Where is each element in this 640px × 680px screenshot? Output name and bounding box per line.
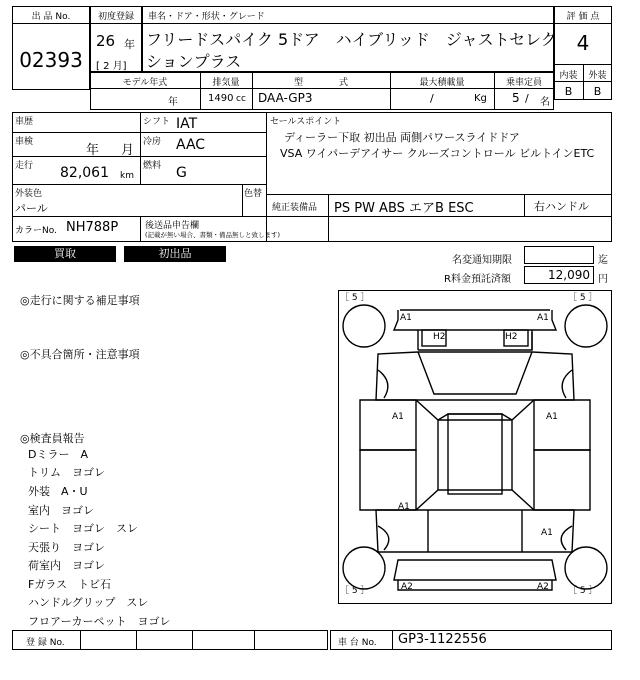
report-item: 天張り ヨゴレ [28,541,105,554]
color-number-label: カラーNo. [15,226,57,236]
damage-side-left-lower: A1 [398,502,410,512]
shift-label: シフト [143,117,171,127]
year-unit: 年 [124,38,135,51]
damage-rear-left: A2 [401,582,413,592]
exterior-grade: B [593,85,602,98]
capacity-unit: 名 [540,97,550,108]
damage-hood-right: H2 [505,332,518,342]
inspection-month-unit: 月 [121,143,135,158]
capacity-separator: / [525,92,529,105]
diagram-bracket-tl: ［ 5 ］ [340,293,370,303]
name-change-suffix: 迄 [598,255,608,266]
capacity-label: 乗車定員 [505,78,542,88]
front-left-tire [343,305,385,347]
sales-point-line2: VSA ワイパーデアイサー クルーズコントロール ビルトインETC [280,147,595,160]
exterior-label: 外装 [588,71,607,81]
color-change-label: 色替 [244,189,263,199]
mileage: 82,061 [60,165,109,181]
history-label: 車歴 [15,117,34,127]
displacement: 1490 [208,93,234,104]
ac-label: 冷房 [143,137,162,147]
model-year-label: モデル年式 [122,78,168,88]
recycle-fee-label: R料金預託済額 [444,274,511,285]
chassis-number: GP3-1122556 [398,632,487,647]
vehicle-name-line1: フリードスパイク 5ドア ハイブリッド ジャストセレク [146,30,557,49]
recycle-fee-suffix: 円 [598,274,608,285]
post-delivery-label: 後送品申告欄 [145,221,200,231]
fuel-label: 燃料 [143,161,162,171]
damage-front-left: A1 [400,313,412,323]
type-label: 型 式 [293,78,348,88]
damage-side-right-upper: A1 [546,412,558,422]
report-item: 外装 A・U [28,485,88,498]
inspection-year-unit: 年 [86,143,100,158]
first-registration-month: [ 2 月] [96,61,127,72]
body-color: パール [15,202,48,215]
name-change-label: 名変通知期限 [452,255,512,266]
max-load-unit: Kg [474,93,487,104]
report-item: 荷室内 ヨゴレ [28,559,105,572]
lot-number-label: 出 品 No. [31,12,71,22]
defects-heading: ◎不具合箇所・注意事項 [20,348,140,361]
first-registration-year: 26 [96,32,116,50]
report-item: ハンドルグリップ スレ [28,596,149,609]
diagram-bracket-bl: ［ 5 ］ [340,586,370,596]
damage-hood-left: H2 [433,332,446,342]
report-item: トリム ヨゴレ [28,466,105,479]
model-type: DAA-GP3 [258,91,313,105]
sales-point-line1: ディーラー下取 初出品 両側パワースライドドア [284,131,520,144]
front-right-tire [565,305,607,347]
damage-side-left-upper: A1 [392,412,404,422]
mileage-label: 走行 [15,161,34,171]
max-load-label: 最大積載量 [419,78,465,88]
shift: IAT [176,116,198,132]
max-load: / [430,92,434,105]
sales-point-label: セールスポイント [270,117,342,127]
name-change-value [524,246,594,264]
report-item: シート ヨゴレ スレ [28,522,138,535]
damage-rear-right: A2 [537,582,549,592]
report-item: Fガラス トビ石 [28,578,111,591]
displacement-unit: cc [236,94,246,104]
color-label: 外装色 [15,189,43,199]
interior-label: 内装 [559,71,578,81]
recycle-fee: 12,090 [548,268,590,282]
capacity: 5 [512,91,520,105]
color-number: NH788P [66,220,119,235]
equipment-label: 純正装備品 [272,203,318,213]
diagram-bracket-tr: ［ 5 ］ [568,293,598,303]
report-item: 室内 ヨゴレ [28,504,94,517]
diagram-bracket-br: ［ 5 ］ [568,586,598,596]
report-item: フロアーカーペット ヨゴレ [28,615,171,628]
vehicle-name-label: 車名・ドア・形状・グレード [148,12,265,22]
model-year-unit: 年 [168,97,178,108]
air-conditioning: AAC [176,137,206,153]
vehicle-diagram [338,290,612,604]
displacement-label: 排気量 [212,78,240,88]
damage-side-right-lower: A1 [541,528,553,538]
vehicle-name-line2: ションプラス [146,52,242,71]
first-registration-label: 初度登録 [97,12,134,22]
chassis-number-label: 車 台 No. [338,638,377,648]
first-listing-bar: 初出品 [124,246,226,262]
equipment: PS PW ABS エアB ESC [334,201,474,216]
steering-side: 右ハンドル [534,200,589,213]
rating-label: 評 価 点 [566,12,600,22]
registration-number-label: 登 録 No. [26,638,65,648]
lot-number: 02393 [19,48,83,72]
damage-front-right: A1 [537,313,549,323]
post-delivery-note: (記載が無い場合、書類・備品無しと致します) [145,231,281,239]
inspector-report-heading: ◎検査員報告 [20,432,85,445]
inspection-label: 車検 [15,137,34,147]
interior-grade: B [564,85,573,98]
driving-notes-heading: ◎走行に関する補足事項 [20,294,140,307]
purchase-bar: 買取 [14,246,116,262]
mileage-unit: km [120,171,134,181]
report-item: Dミラー A [28,448,88,461]
fuel: G [176,165,187,181]
overall-rating: 4 [576,31,590,55]
